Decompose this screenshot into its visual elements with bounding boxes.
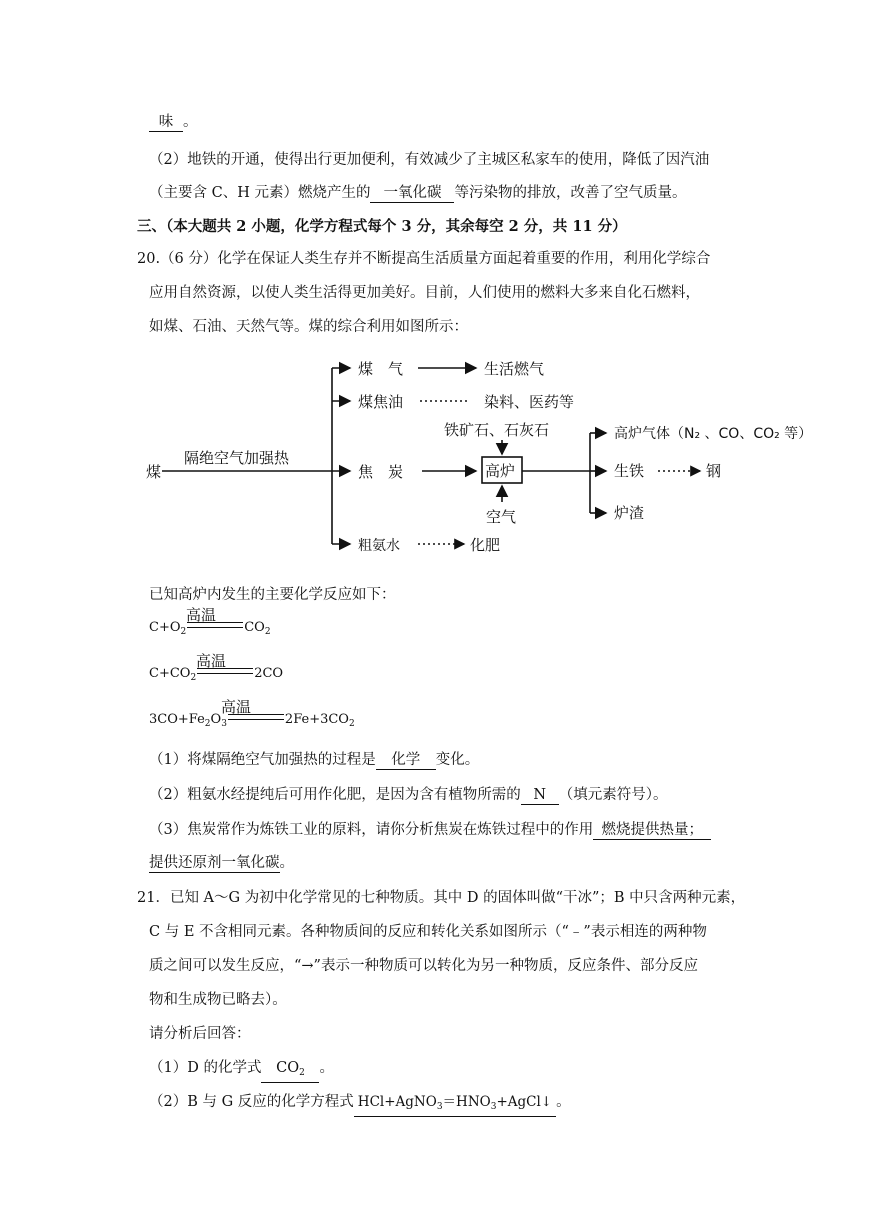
gas-use-label: 生活燃气 [484,360,545,378]
answer-blank: $HCl+AgNO_3=HNO_3+AgCl↓$ [354,1094,556,1117]
q20-3-cont: 提供还原剂一氧化碳。 [149,855,294,871]
ammonia-label: 粗氨水 [358,538,400,554]
answer-blank: 提供还原剂一氧化碳 [149,855,280,871]
q20-3: （3）焦炭常作为炼铁工业的原料，请你分析焦炭在炼铁过程中的作用 燃烧提供热量； [149,820,711,840]
q19-2-line-b: （主要含 C、H 元素）燃烧产生的 一氧化碳 等污染物的排放，改善了空气质量。 [149,185,687,201]
section-heading: 三、（本大题共 2 小题，化学方程式每个 3 分，其余每空 2 分，共 11 分） [137,218,627,235]
equation-1: $C+O_2$ $CO_2$ [149,620,271,637]
coal-utilization-diagram [140,346,840,561]
coke-label: 焦 炭 [358,463,404,481]
q20-line-c: 如煤、石油、天然气等。煤的综合利用如图所示： [149,319,468,335]
q21-line-a: 21．已知 A～G 为初中化学常见的七种物质。其中 D 的固体叫做“干冰”；B 中只含两种元素， [137,890,746,906]
pig-iron-label: 生铁 [614,462,645,480]
bf-gas-label: 高炉气体（N₂ 、CO、CO₂ 等） [614,426,813,442]
condition-high-temp: 高温 [196,652,227,670]
q21-line-c: 质之间可以发生反应，“→”表示一种物质可以转化为另一种物质，反应条件、部分反应 [149,958,698,974]
slag-label: 炉渣 [614,504,645,522]
q21-line-e: 请分析后回答： [149,1026,251,1042]
answer-blank: 化学 [376,752,436,770]
process-label: 隔绝空气加强热 [184,449,290,467]
answer-blank: 燃烧提供热量； [593,822,711,840]
q20-2: （2）粗氨水经提纯后可用作化肥，是因为含有植物所需的 N （填元素符号）。 [149,787,668,803]
answer-blank: 一氧化碳 [370,185,454,203]
q21-line-d: 物和生成物已略去）。 [149,992,287,1008]
equation-2: $C+CO_2$ 2CO [149,666,284,683]
answer-blank: 味 [149,114,183,132]
ore-label: 铁矿石、石灰石 [444,421,550,439]
q21-2: （2）B 与 G 反应的化学方程式 $HCl+AgNO_3=HNO_3+AgCl↓$ 。 [149,1092,571,1117]
steel-label: 钢 [706,462,722,480]
air-label: 空气 [486,508,517,526]
tar-label: 煤焦油 [358,393,404,411]
fertilizer-label: 化肥 [470,536,501,554]
line-1: 味 。 [149,112,198,132]
q20-1: （1）将煤隔绝空气加强热的过程是 化学 变化。 [149,752,480,768]
q20-line-b: 应用自然资源，以使人类生活得更加美好。目前，人们使用的燃料大多来自化石燃料， [149,285,700,301]
tar-use-label: 染料、医药等 [484,393,575,411]
furnace-label: 高炉 [485,462,516,480]
q19-2-line-a: （2）地铁的开通，使得出行更加便利，有效减少了主城区私家车的使用，降低了因汽油 [149,152,710,168]
q21-1: （1）D 的化学式 $CO_2$ 。 [149,1058,334,1083]
q21-line-b: C 与 E 不含相同元素。各种物质间的反应和转化关系如图所示（“﹣”表示相连的两种物 [149,924,707,940]
known-reactions-intro: 已知高炉内发生的主要化学反应如下： [149,587,396,603]
answer-blank: N [521,787,559,805]
answer-blank: $CO_2$ [261,1060,319,1083]
gas-label: 煤 气 [358,360,404,378]
condition-high-temp: 高温 [186,606,217,624]
coal-label: 煤 [146,463,162,481]
equation-3: $3CO+Fe_2O_3$ $2Fe+3CO_2$ [149,712,355,729]
condition-high-temp: 高温 [221,698,252,716]
q20-line-a: 20.（6 分）化学在保证人类生存并不断提高生活质量方面起着重要的作用，利用化学综合 [137,251,711,267]
